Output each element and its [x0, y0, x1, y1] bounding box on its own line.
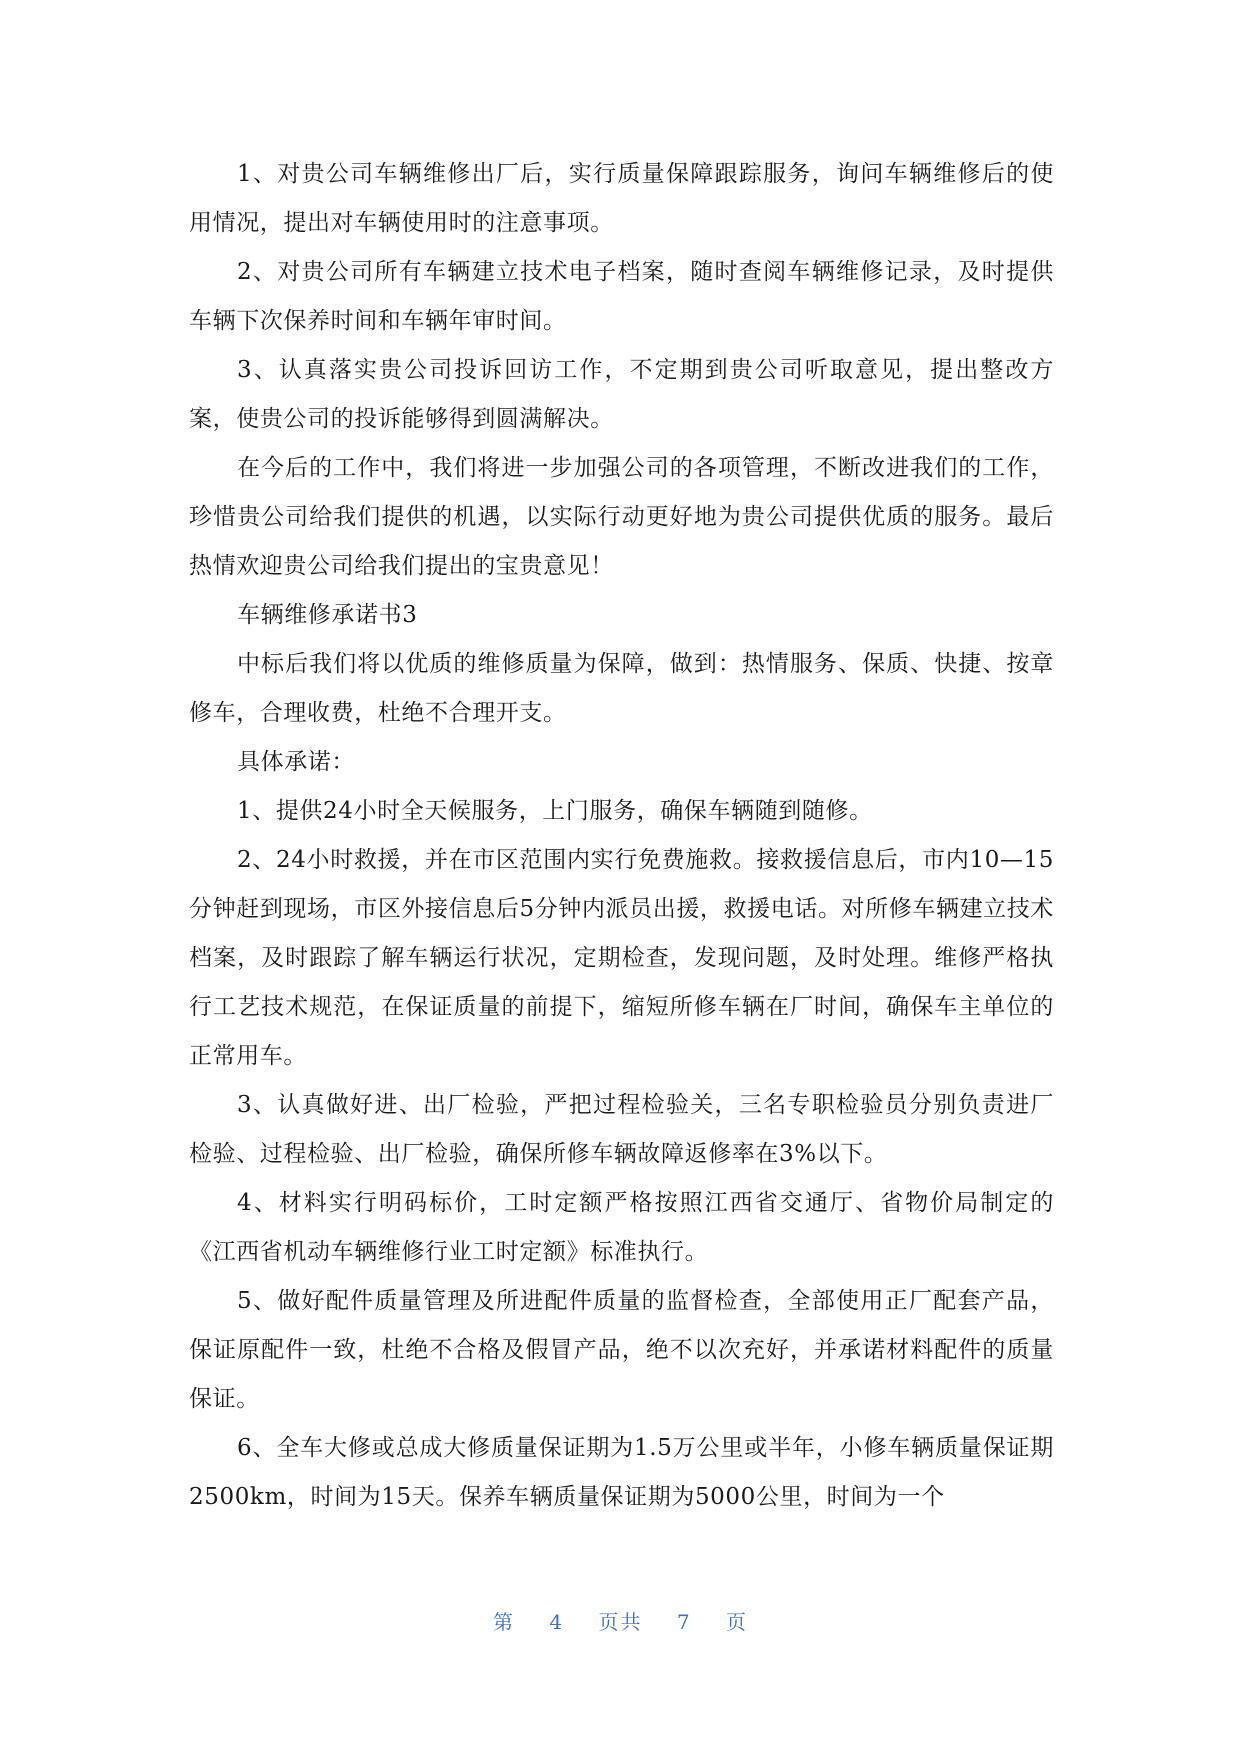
footer-total-pages: 7: [676, 1610, 692, 1634]
paragraph-3: 3、认真落实贵公司投诉回访工作，不定期到贵公司听取意见，提出整改方案，使贵公司的投诉能够得到圆满解决。: [189, 357, 1054, 432]
paragraph-11: 5、做好配件质量管理及所进配件质量的监督检查，全部使用正厂配套产品，保证原配件一致，杜绝不合格及假冒产品，绝不以次充好，并承诺材料配件的质量保证。: [189, 1288, 1054, 1412]
paragraph-10: 4、材料实行明码标价，工时定额严格按照江西省交通厅、省物价局制定的《江西省机动车辆维修行业工时定额》标准执行。: [189, 1190, 1054, 1265]
paragraph-4: 在今后的工作中，我们将进一步加强公司的各项管理，不断改进我们的工作，珍惜贵公司给我们提供的机遇，以实际行动更好地为贵公司提供优质的服务。最后热情欢迎贵公司给我们提出的宝贵意见！: [189, 455, 1054, 579]
paragraph-1: 1、对贵公司车辆维修出厂后，实行质量保障跟踪服务，询问车辆维修后的使用情况，提出对车辆使用时的注意事项。: [189, 161, 1054, 236]
footer-page-number: 4: [549, 1610, 565, 1634]
paragraph-12: 6、全车大修或总成大修质量保证期为1.5万公里或半年，小修车辆质量保证期2500km，时间为15天。保养车辆质量保证期为5000公里，时间为一个: [189, 1435, 1054, 1510]
paragraph-8: 2、24小时救援，并在市区范围内实行免费施救。接救援信息后，市内10—15分钟赶到现场，市区外接信息后5分钟内派员出援，救援电话。对所修车辆建立技术档案，及时跟踪了解车辆运行状况，定期检查，发现问题，及时处理。维修严格执行工艺技术规范，在保证质量的前提下，缩短所修车辆在厂时间，确保车主单位的正常用车。: [189, 847, 1054, 1069]
page-footer: [0, 1606, 1241, 1635]
document-body: [189, 150, 1054, 1522]
footer-middle: 页共: [598, 1610, 643, 1634]
section-title: 车辆维修承诺书3: [237, 602, 418, 628]
paragraph-5: 中标后我们将以优质的维修质量为保障，做到：热情服务、保质、快捷、按章修车，合理收费，杜绝不合理开支。: [189, 651, 1054, 726]
footer-suffix: 页: [725, 1610, 748, 1634]
paragraph-9: 3、认真做好进、出厂检验，严把过程检验关，三名专职检验员分别负责进厂检验、过程检验、出厂检验，确保所修车辆故障返修率在3%以下。: [189, 1092, 1054, 1167]
paragraph-6: 具体承诺：: [237, 749, 355, 775]
paragraph-7: 1、提供24小时全天候服务，上门服务，确保车辆随到随修。: [237, 798, 873, 824]
footer-prefix: 第: [493, 1610, 516, 1634]
paragraph-2: 2、对贵公司所有车辆建立技术电子档案，随时查阅车辆维修记录，及时提供车辆下次保养时间和车辆年审时间。: [189, 259, 1054, 334]
